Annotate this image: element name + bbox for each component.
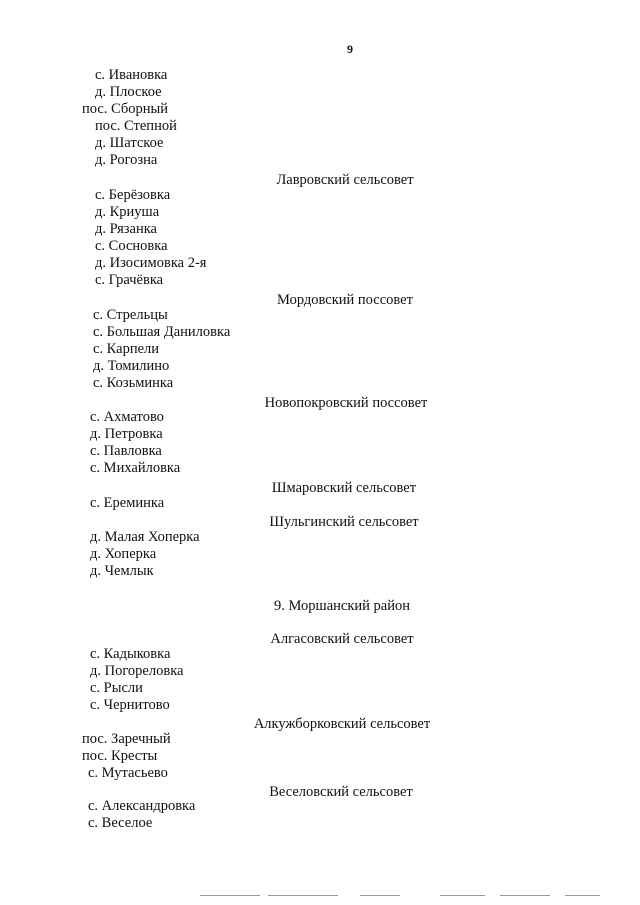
settlement-item: пос. Сборный [82,101,169,117]
page-number: 9 [347,42,353,56]
settlement-item: с. Веселое [88,815,153,831]
council-heading: Веселовский сельсовет [269,784,413,800]
settlement-item: с. Кадыковка [90,646,171,662]
council-heading: Шмаровский сельсовет [271,480,417,496]
district-heading: 9. Моршанский район [274,598,410,614]
council-heading: Новопокровский поссовет [264,395,428,411]
settlement-item: с. Александровка [88,798,196,814]
settlement-item: с. Михайловка [90,460,181,476]
council-heading: Лавровский сельсовет [276,172,414,188]
scan-artifact-line [360,895,400,896]
settlement-item: с. Карпели [93,341,160,357]
settlement-item: пос. Степной [95,118,177,134]
settlement-item: д. Шатское [95,135,164,151]
settlement-item: д. Чемлык [90,563,154,579]
settlement-item: с. Грачёвка [95,272,164,288]
settlement-item: с. Павловка [90,443,162,459]
council-heading: Алкужборковский сельсовет [253,716,431,732]
council-heading: Мордовский поссовет [277,292,413,308]
scan-artifact-line [268,895,338,896]
settlement-item: с. Ивановка [95,67,168,83]
scan-artifact-line [200,895,260,896]
settlement-item: д. Погореловка [90,663,184,679]
settlement-item: д. Малая Хоперка [90,529,200,545]
settlement-item: с. Стрельцы [93,307,168,323]
settlement-item: д. Плоское [95,84,162,100]
settlement-item: д. Изосимовка 2-я [95,255,207,271]
settlement-item: с. Большая Даниловка [93,324,231,340]
council-heading: Алгасовский сельсовет [270,631,414,647]
settlement-item: д. Петровка [90,426,163,442]
settlement-item: с. Рысли [90,680,143,696]
settlement-item: с. Берёзовка [95,187,171,203]
settlement-item: с. Чернитово [90,697,170,713]
settlement-item: пос. Заречный [82,731,171,747]
council-heading: Шульгинский сельсовет [269,514,419,530]
scan-artifact-line [500,895,550,896]
settlement-item: д. Криуша [95,204,160,220]
settlement-item: с. Козьминка [93,375,174,391]
scan-artifact-line [440,895,485,896]
scan-artifact-line [565,895,600,896]
settlement-item: с. Ахматово [90,409,164,425]
settlement-item: д. Томилино [93,358,170,374]
settlement-item: д. Рогозна [95,152,158,168]
settlement-item: д. Рязанка [95,221,157,237]
settlement-item: с. Сосновка [95,238,168,254]
settlement-item: с. Ереминка [90,495,165,511]
settlement-item: с. Мутасьево [88,765,168,781]
settlement-item: пос. Кресты [82,748,158,764]
settlement-item: д. Хоперка [90,546,157,562]
